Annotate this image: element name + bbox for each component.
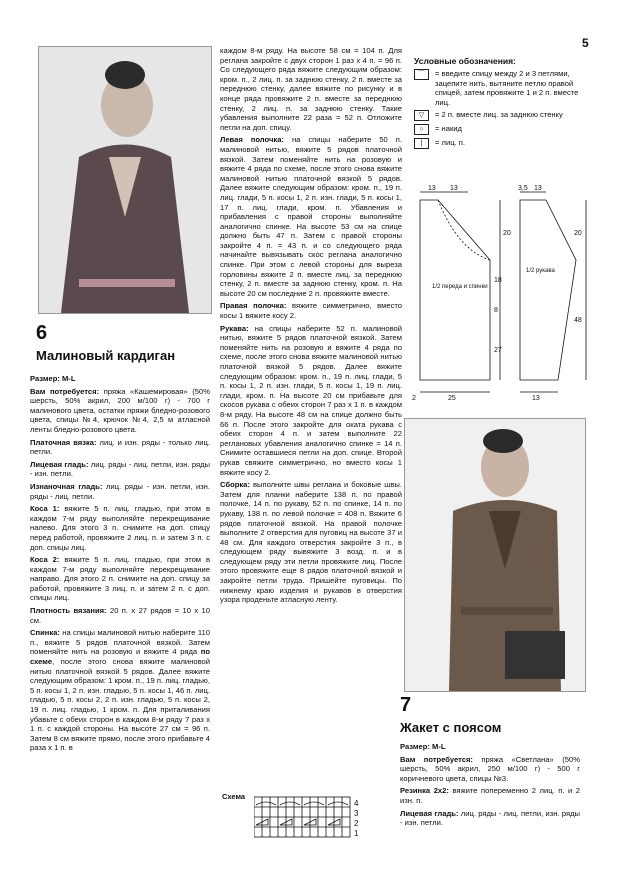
- scheme-row-1: 1: [354, 829, 359, 838]
- legend-text: = накид: [435, 124, 462, 133]
- col2-top-text: каждом 8-м ряду. На высоте 58 см = 104 п. Для реглана закройте с двух сторон 1 раз х 4 п. = 96 п. Со следующего ряда вяжите следующим образом: кром. п., 2 лиц. п. за заднюю стенку, 2 п. вместе за переднюю стенку, далее вяжите по рисунку и в конце ряда провяжите 2 п. вместе за переднюю стенку, 2 лиц. п. за заднюю стенку. Такие убавления выполните 22 раза = 52 п. Отложите петли на доп. спицу.: [220, 46, 402, 132]
- scheme-row-4: 4: [354, 799, 359, 808]
- legend-text: = введите спицу между 2 и 3 петлями, зацепите нить, вытяните петлю правой спицей, затем провяжите 1 и 2 п. вместе лиц.: [435, 69, 579, 107]
- item7-stock-label: Лицевая гладь:: [400, 808, 459, 818]
- scheme-label: Схема: [222, 792, 246, 801]
- right-label: Правая полочка:: [220, 301, 287, 311]
- garter-label: Платочная вязка:: [30, 437, 97, 447]
- jacket-model-illustration: [405, 419, 585, 691]
- sleeve-text: на спицы наберите 52 п. малиновой нитью, вяжите 5 рядов платочной вязкой. Затем поменяйте нить на розовую и вяжите 4 ряда по схеме, после этого снова вяжите малиновой нитью платочной вязкой 5 рядов. Далее вяжите следующим образом: кром. п., 19 п. лиц. глади, 5 п. косы 1, 2 п. изн. глади, 5 п. косы 1, 19 п. лиц. глади, кром. п. На высоте 20 см прибавьте для скосов рукава с обеих сторон 7 раз х 1 п. в каждом 8-м ряду. На высоте 48 см на спице должно быть 66 п. После этого закройте для оката рукава с обеих сторон 4 п. и затем выполните 22 реглановых убавления аналогично спинке = 14 п. Снимите оставшиеся петли на доп. спице. Второй рукав свяжите симметрично, но вместо косы 1 вяжите косу 2.: [220, 323, 402, 477]
- need-text: пряжа «Кашемировая» (50% шерсть, 50% акрил, 200 м/100 г) - 700 г малинового цвета, остатки пряжи бледно-розового цвета, спицы №4, крючок №4, 2,5 м атласной ленты бледно-розового цвета.: [30, 386, 210, 434]
- item7-text: [400, 742, 580, 831]
- back-piece-label: 1/2 переда и спинки: [432, 284, 488, 290]
- dim-back-side2: 18: [494, 277, 502, 284]
- item7-rib-label: Резинка 2х2:: [400, 786, 449, 796]
- dim-sleeve-top1: 3,5: [518, 185, 528, 192]
- cardigan-photo: [38, 46, 212, 314]
- dim-back-top2: 13: [450, 185, 458, 192]
- item6-number: 6: [36, 322, 48, 344]
- cable2-text: вяжите 5 п. лиц. гладью, при этом в каждом 7-м ряду выполняйте перекрещивание направо. Для этого 2 п. снимите на доп. спицу за работой, провяжите 3 лиц. п. и затем 2 п. с доп. спицы лиц.: [30, 555, 210, 603]
- pattern-schematic: [408, 180, 604, 400]
- item7-number: 7: [400, 694, 412, 716]
- cardigan-model-illustration: [39, 47, 211, 313]
- back-bold: по схеме: [30, 647, 210, 667]
- cable2-label: Коса 2:: [30, 555, 60, 565]
- cable1-text: вяжите 5 п. лиц. гладью, при этом в каждом 7-м ряду выполняйте перекрещивание налево. Для этого 3 п. снимите на доп. спицу перед работой, провяжите 2 лиц. п. и затем 3 п. с доп. спицы лиц.: [30, 504, 210, 552]
- legend-item: [414, 124, 594, 135]
- garter-text: лиц. и изн. ряды - только лиц. петли.: [30, 437, 210, 457]
- dim-sleeve-side1: 20: [574, 230, 582, 237]
- legend-text: = лиц. п.: [435, 138, 466, 147]
- back-text-b: , после этого снова вяжите малиновой нитью платочной вязкой 5 рядов. Далее вяжите следующим образом: 1 кром. п., 19 п. лиц. гладью, 5 п. косы 1, 2 п. изн. гладью, 5 п. косы 1, 46 п. лиц. гладью, 5 п. косы 2, 2 п. изн. гладью, 5 п. косы 2, 19 п. лиц. гладью, 1 кром. п. Для приталивания убавьте с обеих сторон в каждом 8-м ряду 7 раз х 1 п. с каждой стороны. На высоте 27 см = 96 п. Затем 8 см вяжите прямо, после этого прибавьте 4 раза х 1 п. в: [30, 657, 210, 753]
- back-label: Спинка:: [30, 628, 60, 638]
- item7-need-label: Вам потребуется:: [400, 754, 473, 764]
- right-text: вяжите симметрично, вместо косы 1 вяжите косу 2.: [220, 301, 402, 321]
- slip-crossed-icon: ⌒: [414, 69, 429, 80]
- need-label: Вам потребуется:: [30, 386, 100, 396]
- item6-column2: [220, 46, 402, 608]
- cable1-label: Коса 1:: [30, 504, 60, 514]
- rev-text: лиц. ряды - изн. петли, изн. ряды - лиц. петли.: [30, 481, 210, 501]
- dim-back-side4: 27: [494, 347, 502, 354]
- yarn-over-icon: ○: [414, 124, 429, 135]
- size-label: Размер: M-L: [30, 374, 76, 383]
- back-text-a: на спицы малиновой нитью наберите 110 п., вяжите 5 рядов платочной вязкой. Затем поменяйте нить на розовую и вяжите 4 ряда: [30, 628, 210, 657]
- gauge-label: Плотность вязания:: [30, 606, 107, 616]
- item7-title: Жакет с поясом: [400, 720, 502, 735]
- legend-item: [414, 138, 594, 149]
- dim-sleeve-top2: 13: [534, 185, 542, 192]
- item7-need-text: пряжа «Светлана» (50% шерсть, 50% акрил, 250 м/100 г) - 500 г коричневого цвета, спицы №3.: [400, 754, 580, 783]
- jacket-photo: [404, 418, 586, 692]
- rev-label: Изнаночная гладь:: [30, 481, 103, 491]
- k2tog-tbl-icon: ▽: [414, 110, 429, 121]
- stock-label: Лицевая гладь:: [30, 459, 89, 469]
- left-label: Левая полочка:: [220, 135, 284, 145]
- scheme-row-2: 2: [354, 819, 359, 828]
- assembly-text: выполните швы реглана и боковые швы. Затем для планки наберите 138 п. по правой полочке, 14 п. по рукаву, 52 п. по спинке, 14 п. по рукаву, 138 п. по левой полочке = 408 п. Вяжите 6 рядов платочной вязкой. На правой полочке выполните 2 отверстия для пуговиц на высоте 37 и 48 см. Для каждого отверстия закройте 3 п., в следующем ряду вывяжите 3 возд. п. и в следующем ряду эти петли провяжите лиц. После этого провяжите еще 8 рядов платочной вязкой и закройте петли труда. Пришейте пуговицы. По нижнему краю изделия и рукавов в отверстия узора проденьте атласную ленту.: [220, 480, 402, 605]
- item7-stock-text: лиц. ряды - лиц. петли, изн. ряды - изн. петли.: [400, 808, 580, 828]
- legend-item: [414, 69, 594, 107]
- item6-column1: [30, 374, 210, 756]
- legend-item: [414, 110, 594, 121]
- legend-title: Условные обозначения:: [414, 56, 516, 66]
- dim-back-top1: 13: [428, 185, 436, 192]
- dim-back-bottom: 25: [448, 395, 456, 400]
- dim-back-side1: 20: [503, 230, 511, 237]
- item6-title: Малиновый кардиган: [36, 348, 176, 363]
- knitting-scheme-chart: [254, 796, 364, 838]
- sleeve-piece-label: 1/2 рукава: [526, 268, 555, 274]
- assembly-label: Сборка:: [220, 480, 250, 490]
- stock-text: лиц. ряды - лиц. петли, изн. ряды - изн. петли.: [30, 459, 210, 479]
- item7-size: Размер: M-L: [400, 742, 446, 751]
- dim-back-side3: 8: [494, 307, 498, 314]
- knit-stitch-icon: |: [414, 138, 429, 149]
- gauge-text: 20 п. х 27 рядов = 10 х 10 см.: [30, 606, 210, 625]
- left-text: на спицы наберите 50 п. малиновой нитью, вяжите 5 рядов платочной вязкой. Затем поменяйте нить на розовую и вяжите 4 ряда по схеме, после этого снова вяжите малиновой нитью платочной вязкой 5 рядов. Далее вяжите следующим образом: кром. п., 19 п. лиц. глади, 5 п. косы 1, 2 п. изн. глади, 5 п. косы 1, 17 п. лиц. глади, кром. п. Убавления и прибавления с правой стороны выполняйте аналогично спинке. На высоте 53 см на спице должно быть 47 п. Затем с правой стороны закройте 4 п. = 43 п. и со следующего ряда начинайте вывязывать скос реглана аналогично спинке. При этом с левой стороны для выреза горловины вяжите 2 п. вместе лиц. за переднюю стенку, 2 п. вместе за заднюю стенку, кром. п. На высоте 20 см последние 2 п. провяжите вместе.: [220, 135, 402, 298]
- dim-back-bottom-left: 2: [412, 395, 416, 400]
- dim-sleeve-bottom: 13: [532, 395, 540, 400]
- sleeve-label: Рукава:: [220, 323, 249, 333]
- scheme-row-3: 3: [354, 809, 359, 818]
- page-number: 5: [582, 36, 589, 50]
- legend-text: = 2 п. вместе лиц. за заднюю стенку: [435, 110, 563, 119]
- dim-sleeve-side2: 48: [574, 317, 582, 324]
- legend: [414, 56, 594, 152]
- item7-rib-text: вяжите попеременно 2 лиц. п. и 2 изн. п.: [400, 786, 580, 805]
